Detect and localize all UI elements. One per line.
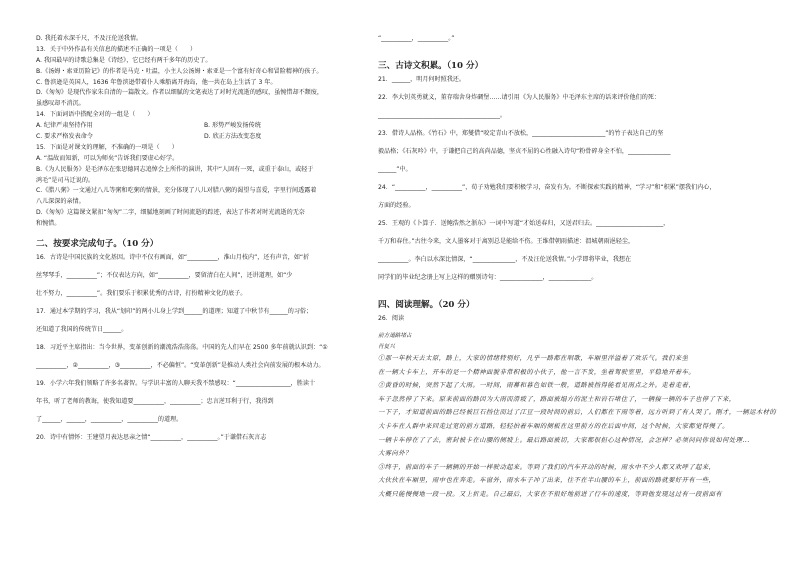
q14-option-a: A. 纪律严肃坚持作用	[36, 122, 93, 130]
story-paragraph-2-cont5: 大雾向外？	[378, 450, 412, 458]
q23-line2: 毅品格；《石灰吟》中，于谦把自己的高尚品德，坚贞不屈的心性融入诗句“粉骨碎身全不怕，______________	[378, 148, 671, 155]
story-paragraph-1-cont: 在一辆大卡车上，开车的是一个精神面貌非常积极的小伙子，他一言不发，坐着驾驶室里，平稳地开着车。	[378, 368, 696, 376]
q15-option-d-cont: 和惋惜。	[36, 220, 61, 228]
q20-line1: 20．诗中有情怀：王建望月表达思亲之情“__________，__________。”于谦借石灰言志	[36, 434, 267, 442]
story-paragraph-3-cont2: 大概只能慢慢地一段一段。又上折走。自己最后，大家在不很好地前进了行车的速度，等到他发现这过有一段前面有	[378, 490, 723, 498]
q17-line2: 还知道了我国的传统节日______。	[36, 326, 128, 334]
q25-line2: 千万和春住。”古往今来，文人墨客对于离别总是能给不伤。王维借朝雨描述：渭城朝雨浥轻尘，	[378, 238, 635, 245]
q18-line2: __________，②__________，③__________，不必偏恒”。“变革创新”是推动人类社会向前发展的根本动力。	[36, 362, 325, 370]
q13-option-d-cont: 虽感叹却不消沉。	[36, 100, 85, 108]
q15-option-b: B.《为人民服务》是毛泽东在张思德同志追悼会上所作的演讲，其中“人固有一死，或重于泰山，或轻于	[36, 165, 314, 173]
q16-line3: 壮不努力，__________”。我们要乐于积累优秀的古诗，打扮精神文化的底子。	[36, 290, 247, 298]
right-column	[378, 35, 777, 506]
q16-line2: 丝琴琴手，__________”；不仅表达方向，如“__________，要留清白在人间”，还讲道理，如“少	[36, 272, 293, 280]
q25-line1: 25．王观的《卜算子．送鲍浩然之浙东》一词中写道“才始送春归，又送君归去。______________________，	[378, 220, 670, 227]
section-2-heading: 二、按要求完成句子。（10 分）	[36, 239, 159, 250]
q13-option-d: D.《匆匆》是现代作家朱自清的一篇散文。作者以细腻的文笔表达了对时光流逝的感叹，虽惋惜却不颓废，	[36, 89, 323, 97]
q24-line1: 24．“__________，__________”，荀子劝勉我们要积极学习，奋发有为。不断探索实践的精神，“学习”和“积累”摆我们内心，	[378, 184, 716, 191]
q15-option-b-cont: 鸿毛”是司马迁说的。	[36, 176, 95, 184]
q22-line2: ________________________________________。	[378, 112, 506, 119]
story-paragraph-2-cont3: 大卡车在人群中来回走过宽的前方道路，轻轻拍着车厢的侧板在这里前方的在后面中间，这个时候，大家都觉得慢了。	[378, 422, 729, 430]
q12-option-d: D. 我托着水深千尺，不及汪伦送我情。	[36, 35, 143, 42]
q15-option-c: C.《腊八粥》一文通过八儿等粥和吃粥的情景，充分体现了八儿对腊八粥的渴望与喜爱，字里行间透露着	[36, 187, 317, 195]
q25-line3: __________。李白以水深比情深，“______________，不及汪伦送我情。”小学即将毕业，我想在	[378, 256, 632, 263]
q15-option-c-cont: 八儿深深的亲情。	[36, 198, 85, 206]
q14-stem: 14．下面词语中搭配全对的一组是（ ）	[36, 111, 154, 119]
story-paragraph-2-cont2: 一下子，才知道前面的路已经被巨石挡住而过了江豆一段时间的前后，人们都在下雨等着，远方听到了有人哭了。刚才，一辆运木材的	[378, 409, 777, 417]
q14-option-c: C. 要求严格发表命令	[36, 133, 93, 141]
q19-line1: 19．小学六年我们领略了许多名著智。与学识丰富的人聊天我不禁感叹：“__________________，胜读十	[36, 380, 316, 388]
q13-stem: 13．关于中外作品有关信息的描述不正确的一项是（ ）	[36, 45, 197, 53]
story-title: 前方道路堵占	[378, 333, 412, 339]
section-4-heading: 四、阅读理解。（20 分）	[378, 300, 475, 310]
left-column	[36, 36, 372, 453]
q24-line2: 方面的经验。	[378, 202, 415, 209]
q20-continued: “__________，__________。”	[378, 35, 455, 42]
q13-option-c: C. 鲁滨逊是英国人，1636 年鲁滨逊带着仆人乘船离开海岛，他一共在岛上生活了 3 年。	[36, 78, 277, 86]
q14-option-b: B. 形势严峻发扬传统	[204, 122, 261, 130]
story-paragraph-2: ②黄昏的时候，突然下起了大雨。一时间，雨幕和暮色如铁一般，道路被挡得能看见雨点之外。走着走着，	[378, 382, 696, 390]
q15-option-d: D.《匆匆》这篇课文紧扣“匆匆”二字，细腻地刻画了时间流逝的踪迹，表达了作者对时光流逝的无奈	[36, 209, 305, 217]
q17-line1: 17．通过本学期的学习，我从“划印”的两小儿身上学到______的道理；知道了中秋节有______的习俗；	[36, 308, 313, 316]
q26-stem: 26．阅读	[378, 315, 405, 322]
q23-line1: 23．借诗人品格。《竹石》中，郑燮借“咬定青山不放松，________________________”的竹子表达自己的坚	[378, 130, 664, 137]
q25-line4: 同学们的毕业纪念册上写上这样的赠别诗句：______________，______________。	[378, 274, 598, 281]
q15-option-a: A. “温故而知新，可以为师矣”告诉我们要虚心好学。	[36, 154, 179, 162]
q18-line1: 18．习近平主席指出：当今世界，变革创新的潮流浩浩荡荡。中国的先人们早在 2500 多年前就认识到：“①	[36, 344, 328, 352]
story-paragraph-3-cont1: 大伙伙在车厢里，雨中也在奔走。车窗外，雨水车子冲了出来，往不在半山腰的车上，前面的路就要好开有一些，	[378, 477, 716, 485]
q21: 21．______，明月何时照我还。	[378, 76, 465, 83]
story-paragraph-1: ①那一年秋天去太原，路上，大家的情绪特别好，凡乎一路都在唱歌，车厢里洋溢着了欢乐气。我们来坐	[378, 355, 689, 362]
section-3-heading: 三、古诗文积累。（10 分）	[378, 61, 484, 71]
q13-option-a: A. 我国最早的诗歌总集是《诗经》，它已经有两千多年的历史了。	[36, 56, 212, 64]
q19-line3: 了______，______，__________，__________的道理。	[36, 416, 183, 424]
q16-line1: 16．古诗是中国民族的文化基因。诗中不仅有画面，如“__________，淮山月枝内”，还有声音，如“折	[36, 254, 310, 262]
q15-stem: 15．下面是对课文的理解，不准确的一项是（ ）	[36, 143, 178, 151]
q22-line1: 22．李大钊英勇就义，董存瑞舍身炸碉堡……请引用《为人民服务》中毛泽东主席的话来评价他们的死：	[378, 94, 660, 101]
story-paragraph-2-cont4: 一辆卡车停在了了去，密封被卡在山腰的侧坡上。最后路面被切，大家都很担心这种情况，会怎样？必须问问你说如何处理...	[378, 436, 750, 444]
q23-line3: ______”中。	[378, 166, 412, 173]
q13-option-b: B.《汤姆・索亚历险记》的作者是马克・吐温，小主人公汤姆・索亚是一个富有好奇心和冒险精神的孩子。	[36, 67, 323, 75]
q19-line2: 年书，听了老师的教诲，使我知道要__________，__________；忠言逆耳利于行，我得到	[36, 398, 274, 406]
story-author: 肖复兴	[378, 344, 395, 350]
q14-option-d: D. 欣正方法改变态度	[204, 133, 262, 141]
story-paragraph-3: ③终于，前面的车子一辆辆的开始一样驶动起来。等到了我们的汽车开动的时候，雨水中不少人都又欢呼了起来，	[378, 463, 716, 471]
story-paragraph-2-cont1: 车子忽然停了下来。原来前面的路因为大雨而滑坡了，路面被塌方的泥土和岩石堵住了，一辆接一辆的车子也停了下来，	[378, 395, 736, 403]
